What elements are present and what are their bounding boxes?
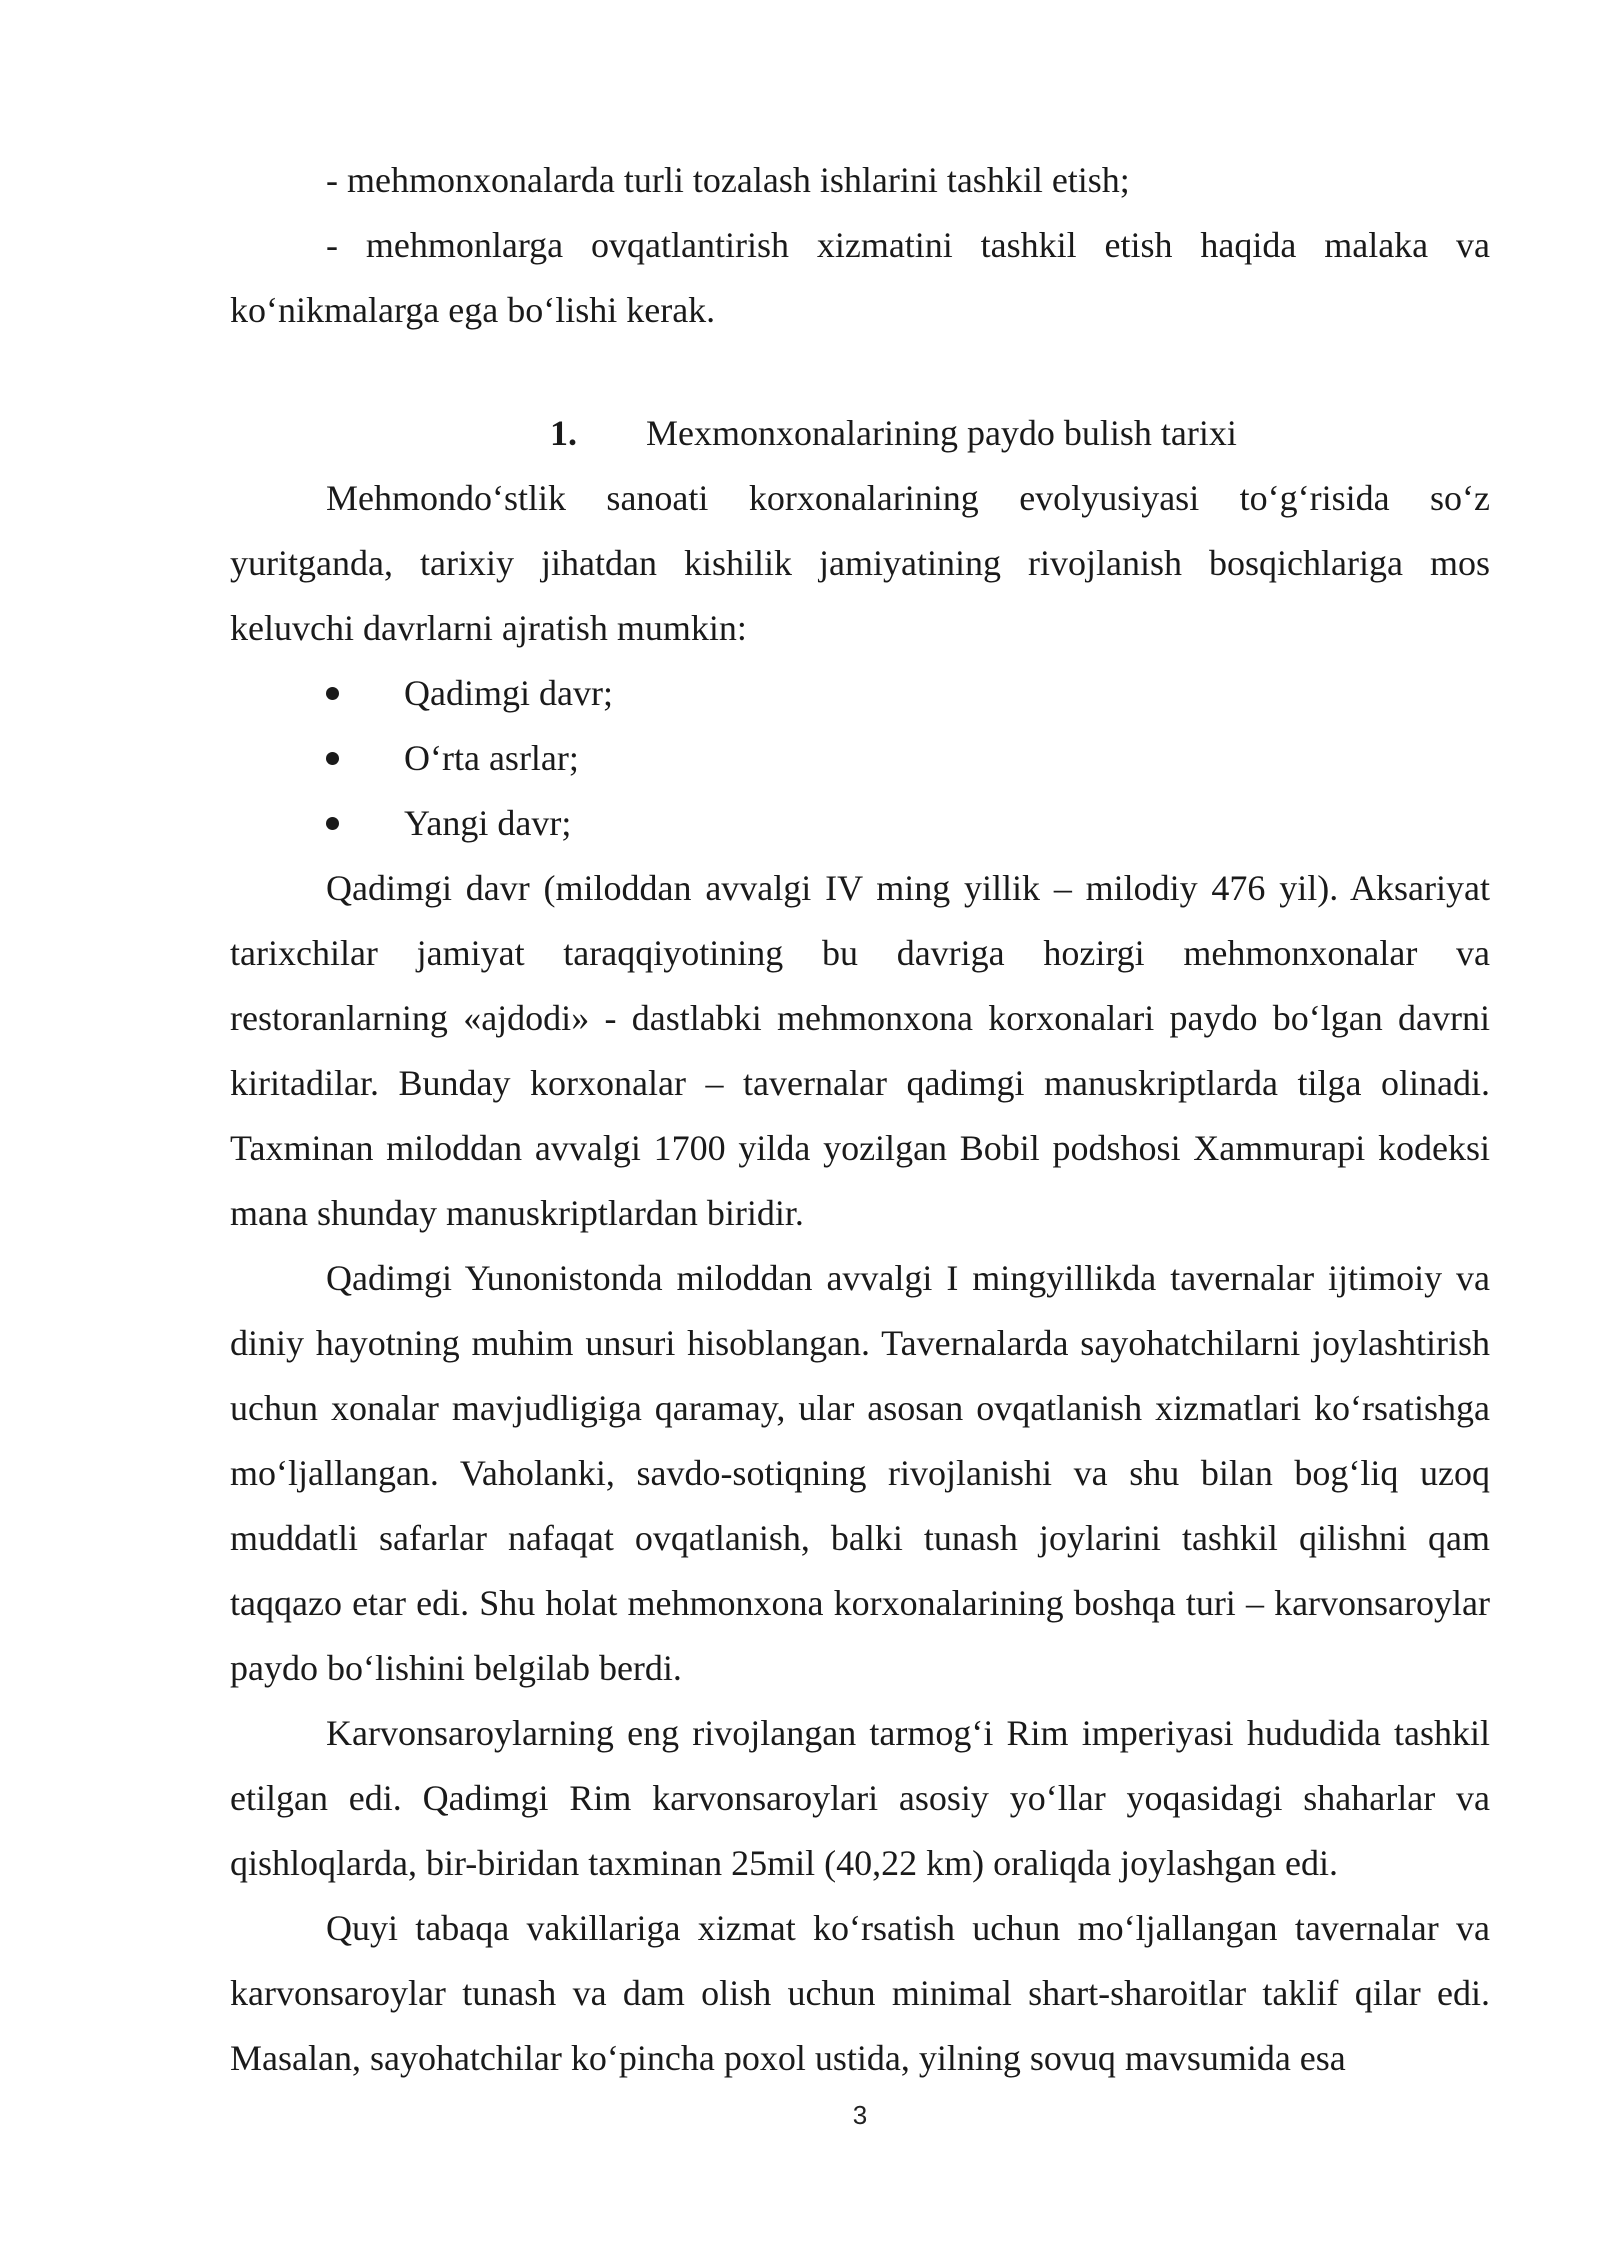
paragraph-3: Qadimgi Yunonistonda miloddan avvalgi I mingyillikda tavernalar ijtimoiy va diniy hayotning muhim unsuri hisoblangan. Tavernalarda sayohatchilarni joylashtirish uchun xonalar mavjudligiga qaramay, ular asosan ovqatlanish xizmatlari ko‘rsatishga mo‘ljallangan. Vaholanki, savdo-sotiqning rivojlanishi va shu bilan bog‘liq uzoq muddatli safarlar nafaqat ovqatlanish, balki tunash joylarini tashkil qilishni qam taqqazo etar edi. Shu holat mehmonxona korxonalarining boshqa turi – karvonsaroylar paydo bo‘lishini belgilab berdi. xyxy=(230,1258,1490,1688)
section-number: 1. xyxy=(550,413,577,453)
paragraph-1: Mehmondo‘stlik sanoati korxonalarining evolyusiyasi to‘g‘risida so‘z yuritganda, tarixiy jihatdan kishilik jamiyatining rivojlanish bosqichlariga mos keluvchi davrlarni ajratish mumkin: xyxy=(230,478,1490,648)
section-title: Mexmonxonalarining paydo bulish tarixi xyxy=(646,413,1237,453)
list-item xyxy=(230,661,1490,726)
paragraph-2: Qadimgi davr (miloddan avvalgi IV ming yillik – milodiy 476 yil). Aksariyat tarixchilar jamiyat taraqqiyotining bu davriga hozirgi mehmonxonalar va restoranlarning «ajdodi» - dastlabki mehmonxona korxonalari paydo bo‘lgan davrni kiritadilar. Bunday korxonalar – tavernalar qadimgi manuskriptlarda tilga olinadi. Taxminan miloddan avvalgi 1700 yilda yozilgan Bobil podshosi Xammurapi kodeksi mana shunday manuskriptlardan biridir. xyxy=(230,868,1490,1233)
page-number: 3 xyxy=(852,2100,868,2130)
bullet-icon xyxy=(326,817,339,830)
document-page xyxy=(230,148,1490,2091)
section-heading xyxy=(230,401,1490,466)
bullet-icon xyxy=(326,687,339,700)
bullet-icon xyxy=(326,752,339,765)
list-item xyxy=(230,791,1490,856)
intro-line-1: - mehmonxonalarda turli tozalash ishlarini tashkil etish; xyxy=(326,160,1130,200)
list-item-label: Yangi davr; xyxy=(404,803,572,843)
intro-line-2: - mehmonlarga ovqatlantirish xizmatini tashkil etish haqida malaka va ko‘nikmalarga ega bo‘lishi kerak. xyxy=(230,225,1490,330)
period-list xyxy=(230,661,1490,856)
paragraph-5: Quyi tabaqa vakillariga xizmat ko‘rsatish uchun mo‘ljallangan tavernalar va karvonsaroylar tunash va dam olish uchun minimal shart-sharoitlar taklif qilar edi. Masalan, sayohatchilar ko‘pincha poxol ustida, yilning sovuq mavsumida esa xyxy=(230,1908,1490,2078)
list-item-label: O‘rta asrlar; xyxy=(404,738,579,778)
list-item xyxy=(230,726,1490,791)
list-item-label: Qadimgi davr; xyxy=(404,673,613,713)
paragraph-4: Karvonsaroylarning eng rivojlangan tarmog‘i Rim imperiyasi hududida tashkil etilgan edi. Qadimgi Rim karvonsaroylari asosiy yo‘llar yoqasidagi shaharlar va qishloqlarda, bir-biridan taxminan 25mil (40,22 km) oraliqda joylashgan edi. xyxy=(230,1713,1490,1883)
